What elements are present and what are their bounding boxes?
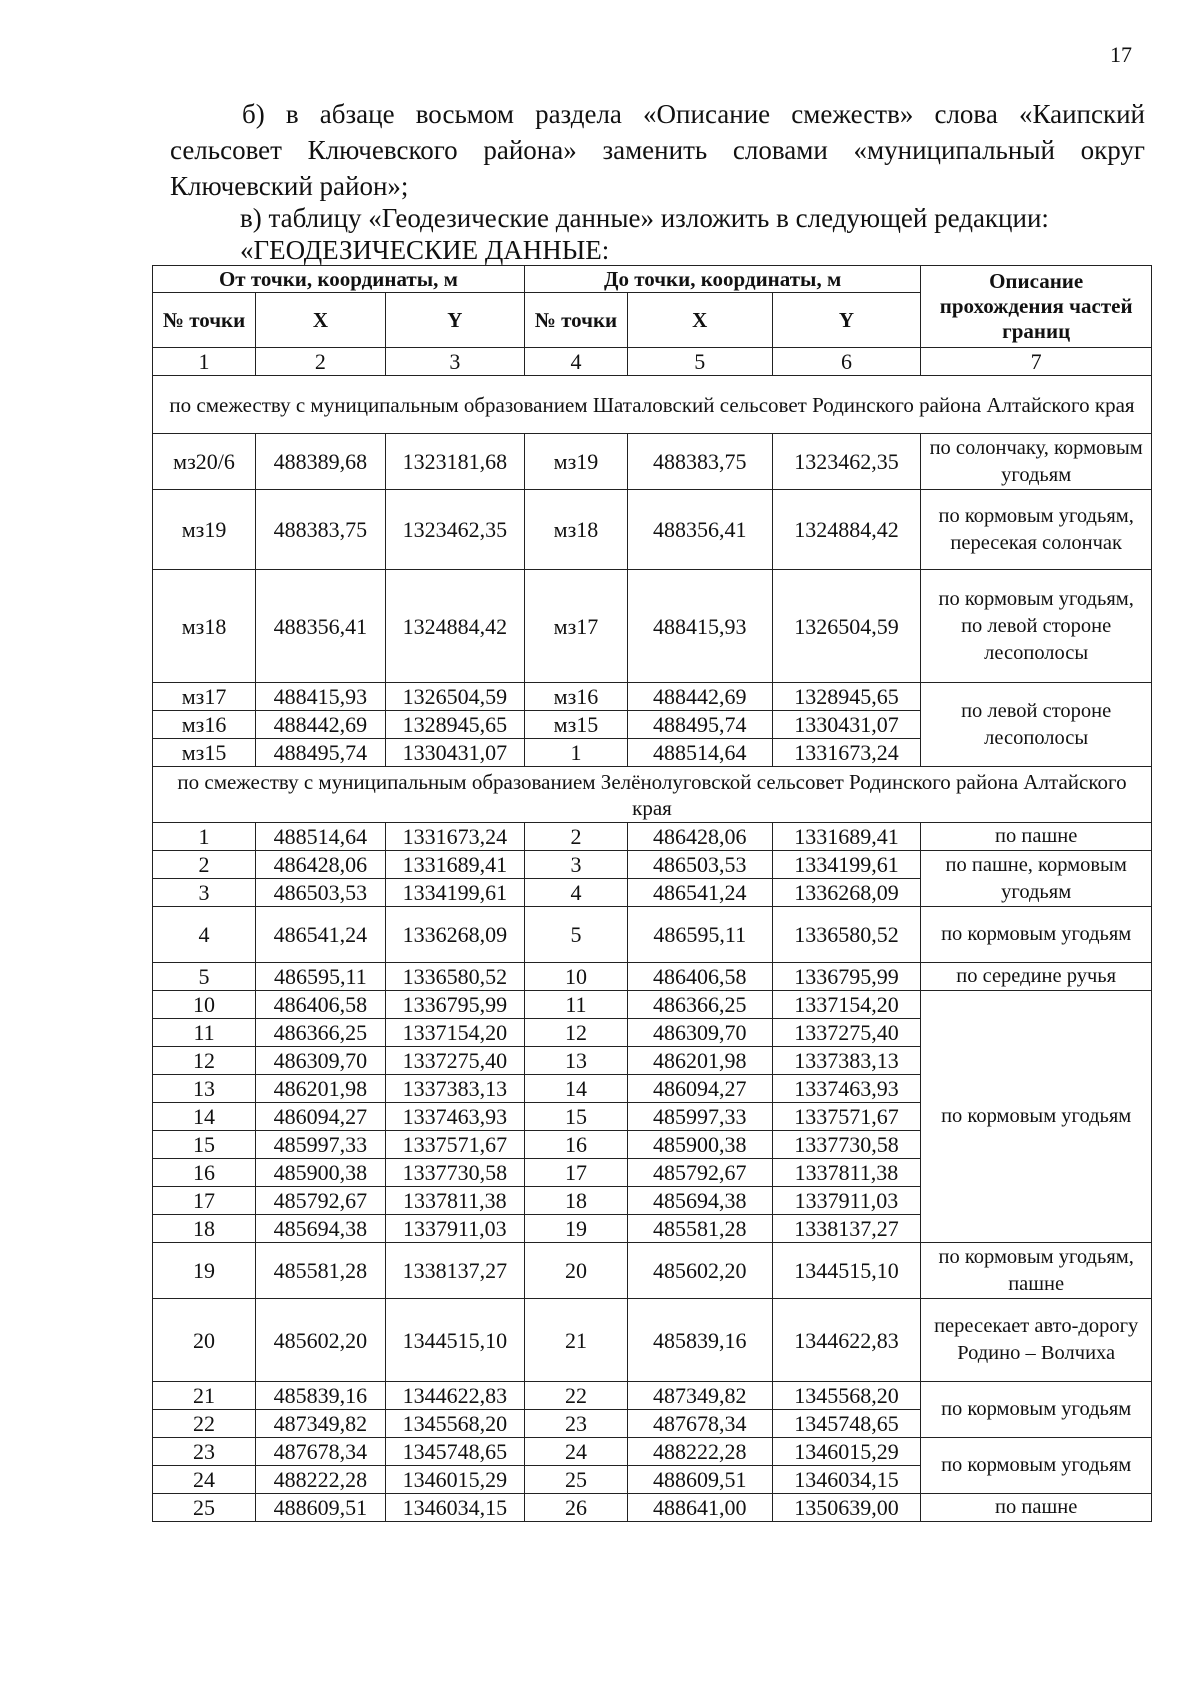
column-number: 4 [524,348,627,376]
to-point: мз15 [524,711,627,739]
to-y: 1344515,10 [772,1243,921,1299]
from-y: 1337730,58 [385,1159,524,1187]
from-x: 486201,98 [256,1075,386,1103]
table-row [153,490,1152,570]
paragraph-b-text: б) в абзаце восьмом раздела «Описание смежеств» слова «Каипский сельсовет Ключевского района» заменить словами «муниципальный округ Ключевский район»; [170,99,1145,201]
to-x: 488641,00 [628,1494,773,1522]
to-x: 486595,11 [628,907,773,963]
table-row [153,1438,1152,1466]
to-point: мз19 [524,434,627,490]
from-point: 17 [153,1187,256,1215]
from-point: 13 [153,1075,256,1103]
to-y: 1336580,52 [772,907,921,963]
from-x: 486428,06 [256,851,386,879]
to-x: 488609,51 [628,1466,773,1494]
header-from: От точки, координаты, м [153,266,525,293]
from-y: 1323462,35 [385,490,524,570]
to-y: 1337571,67 [772,1103,921,1131]
to-point: 21 [524,1299,627,1382]
from-point: 1 [153,823,256,851]
to-point: 14 [524,1075,627,1103]
to-point: 16 [524,1131,627,1159]
table-row [153,823,1152,851]
from-y: 1324884,42 [385,570,524,683]
table-row [153,1382,1152,1410]
from-point: 20 [153,1299,256,1382]
from-y: 1337383,13 [385,1075,524,1103]
page-number: 17 [1110,42,1132,67]
from-x: 486595,11 [256,963,386,991]
paragraph-b [170,96,1145,204]
description: пересекает авто-дорогу Родино – Волчиха [921,1299,1152,1382]
header-to-x: X [628,293,773,348]
from-point: 3 [153,879,256,907]
to-point: 24 [524,1438,627,1466]
geodetic-data-table [152,265,1152,1522]
from-x: 486366,25 [256,1019,386,1047]
to-point: 10 [524,963,627,991]
to-x: 486366,25 [628,991,773,1019]
column-number: 5 [628,348,773,376]
table-row [153,851,1152,879]
from-y: 1346015,29 [385,1466,524,1494]
to-point: 26 [524,1494,627,1522]
description: по кормовым угодьям, по левой стороне лесополосы [921,570,1152,683]
from-x: 485997,33 [256,1131,386,1159]
to-y: 1337154,20 [772,991,921,1019]
from-point: мз19 [153,490,256,570]
to-point: мз16 [524,683,627,711]
from-y: 1331689,41 [385,851,524,879]
to-x: 488495,74 [628,711,773,739]
from-y: 1345568,20 [385,1410,524,1438]
column-number: 3 [385,348,524,376]
from-point: 23 [153,1438,256,1466]
description: по кормовым угодьям [921,1382,1152,1438]
header-to-y: Y [772,293,921,348]
from-x: 485581,28 [256,1243,386,1299]
to-y: 1346034,15 [772,1466,921,1494]
from-y: 1344622,83 [385,1382,524,1410]
from-y: 1328945,65 [385,711,524,739]
description: по кормовым угодьям [921,907,1152,963]
from-x: 488442,69 [256,711,386,739]
to-x: 488514,64 [628,739,773,767]
from-y: 1345748,65 [385,1438,524,1466]
description: по солончаку, кормовым угодьям [921,434,1152,490]
from-x: 486094,27 [256,1103,386,1131]
to-x: 485792,67 [628,1159,773,1187]
from-x: 485900,38 [256,1159,386,1187]
description: по пашне [921,1494,1152,1522]
from-y: 1337911,03 [385,1215,524,1243]
to-x: 487678,34 [628,1410,773,1438]
to-y: 1337811,38 [772,1159,921,1187]
from-y: 1331673,24 [385,823,524,851]
to-y: 1336795,99 [772,963,921,991]
to-y: 1337911,03 [772,1187,921,1215]
column-number: 7 [921,348,1152,376]
from-point: мз20/6 [153,434,256,490]
to-point: 12 [524,1019,627,1047]
to-x: 486428,06 [628,823,773,851]
to-y: 1323462,35 [772,434,921,490]
to-y: 1337275,40 [772,1019,921,1047]
to-x: 486094,27 [628,1075,773,1103]
from-point: 2 [153,851,256,879]
from-point: 4 [153,907,256,963]
to-x: 485581,28 [628,1215,773,1243]
from-point: 12 [153,1047,256,1075]
to-x: 486541,24 [628,879,773,907]
from-x: 488389,68 [256,434,386,490]
from-x: 486309,70 [256,1047,386,1075]
to-point: мз18 [524,490,627,570]
to-x: 488442,69 [628,683,773,711]
header-from-x: X [256,293,386,348]
to-y: 1336268,09 [772,879,921,907]
from-x: 486503,53 [256,879,386,907]
to-point: 1 [524,739,627,767]
table-row [153,570,1152,683]
to-x: 487349,82 [628,1382,773,1410]
description: по кормовым угодьям, пашне [921,1243,1152,1299]
from-y: 1337275,40 [385,1047,524,1075]
from-y: 1326504,59 [385,683,524,711]
to-point: 22 [524,1382,627,1410]
to-point: 13 [524,1047,627,1075]
to-y: 1334199,61 [772,851,921,879]
table-row [153,1299,1152,1382]
from-y: 1323181,68 [385,434,524,490]
table-row [153,907,1152,963]
from-x: 488495,74 [256,739,386,767]
to-x: 488356,41 [628,490,773,570]
column-number: 2 [256,348,386,376]
from-x: 487678,34 [256,1438,386,1466]
header-to-point: № точки [524,293,627,348]
from-point: мз15 [153,739,256,767]
column-number: 1 [153,348,256,376]
from-x: 488356,41 [256,570,386,683]
from-x: 485602,20 [256,1299,386,1382]
from-y: 1336795,99 [385,991,524,1019]
from-x: 485694,38 [256,1215,386,1243]
to-y: 1337463,93 [772,1075,921,1103]
table-row [153,683,1152,711]
table-row [153,963,1152,991]
description: по пашне [921,823,1152,851]
column-number: 6 [772,348,921,376]
to-x: 485997,33 [628,1103,773,1131]
to-y: 1331673,24 [772,739,921,767]
to-y: 1345748,65 [772,1410,921,1438]
from-y: 1346034,15 [385,1494,524,1522]
from-x: 488609,51 [256,1494,386,1522]
to-point: 3 [524,851,627,879]
to-point: 5 [524,907,627,963]
section-title-zelenolugovskoy: по смежеству с муниципальным образованием Зелёнолуговской сельсовет Родинского района Алтайского края [153,767,1152,823]
from-x: 487349,82 [256,1410,386,1438]
from-y: 1337463,93 [385,1103,524,1131]
to-point: 25 [524,1466,627,1494]
from-y: 1336580,52 [385,963,524,991]
to-point: 23 [524,1410,627,1438]
to-y: 1326504,59 [772,570,921,683]
from-point: 16 [153,1159,256,1187]
to-x: 485900,38 [628,1131,773,1159]
to-x: 486406,58 [628,963,773,991]
to-y: 1350639,00 [772,1494,921,1522]
from-point: 5 [153,963,256,991]
table-title: «ГЕОДЕЗИЧЕСКИЕ ДАННЫЕ: [240,235,610,265]
to-y: 1337383,13 [772,1047,921,1075]
description: по середине ручья [921,963,1152,991]
from-x: 488415,93 [256,683,386,711]
from-x: 486406,58 [256,991,386,1019]
to-y: 1337730,58 [772,1131,921,1159]
to-x: 486309,70 [628,1019,773,1047]
to-point: 2 [524,823,627,851]
to-point: 18 [524,1187,627,1215]
paragraph-v: в) таблицу «Геодезические данные» изложить в следующей редакции: [240,203,1049,233]
section-title-shatalovsky: по смежеству с муниципальным образованием Шаталовский сельсовет Родинского района Алтайского края [153,376,1152,434]
description: по кормовым угодьям, пересекая солончак [921,490,1152,570]
to-x: 488383,75 [628,434,773,490]
from-y: 1334199,61 [385,879,524,907]
from-point: 24 [153,1466,256,1494]
header-to: До точки, координаты, м [524,266,920,293]
table-row [153,434,1152,490]
to-x: 485839,16 [628,1299,773,1382]
to-x: 486201,98 [628,1047,773,1075]
to-point: 19 [524,1215,627,1243]
from-point: 25 [153,1494,256,1522]
description: по кормовым угодьям [921,991,1152,1243]
to-point: 4 [524,879,627,907]
description: по пашне, кормовым угодьям [921,851,1152,907]
from-x: 488222,28 [256,1466,386,1494]
from-point: 15 [153,1131,256,1159]
to-x: 485602,20 [628,1243,773,1299]
to-y: 1324884,42 [772,490,921,570]
to-point: 20 [524,1243,627,1299]
table-row [153,991,1152,1019]
from-y: 1337571,67 [385,1131,524,1159]
from-x: 488383,75 [256,490,386,570]
to-x: 485694,38 [628,1187,773,1215]
from-y: 1330431,07 [385,739,524,767]
to-x: 486503,53 [628,851,773,879]
from-y: 1338137,27 [385,1243,524,1299]
from-point: 21 [153,1382,256,1410]
header-description: Описание прохождения частей границ [921,266,1152,348]
to-point: мз17 [524,570,627,683]
to-y: 1338137,27 [772,1215,921,1243]
from-x: 486541,24 [256,907,386,963]
to-x: 488222,28 [628,1438,773,1466]
from-point: 14 [153,1103,256,1131]
column-number-row [153,348,1152,376]
description: по левой стороне лесополосы [921,683,1152,767]
to-y: 1331689,41 [772,823,921,851]
from-point: 19 [153,1243,256,1299]
to-point: 17 [524,1159,627,1187]
header-from-y: Y [385,293,524,348]
to-y: 1344622,83 [772,1299,921,1382]
to-point: 11 [524,991,627,1019]
from-point: мз16 [153,711,256,739]
to-x: 488415,93 [628,570,773,683]
from-x: 485792,67 [256,1187,386,1215]
to-y: 1346015,29 [772,1438,921,1466]
from-x: 485839,16 [256,1382,386,1410]
table-row [153,1494,1152,1522]
from-y: 1337154,20 [385,1019,524,1047]
from-x: 488514,64 [256,823,386,851]
header-from-point: № точки [153,293,256,348]
description: по кормовым угодьям [921,1438,1152,1494]
from-y: 1336268,09 [385,907,524,963]
from-point: мз18 [153,570,256,683]
from-y: 1344515,10 [385,1299,524,1382]
to-y: 1345568,20 [772,1382,921,1410]
to-point: 15 [524,1103,627,1131]
from-point: 22 [153,1410,256,1438]
from-point: 10 [153,991,256,1019]
from-y: 1337811,38 [385,1187,524,1215]
from-point: 18 [153,1215,256,1243]
table-row [153,1243,1152,1299]
to-y: 1330431,07 [772,711,921,739]
from-point: 11 [153,1019,256,1047]
from-point: мз17 [153,683,256,711]
to-y: 1328945,65 [772,683,921,711]
